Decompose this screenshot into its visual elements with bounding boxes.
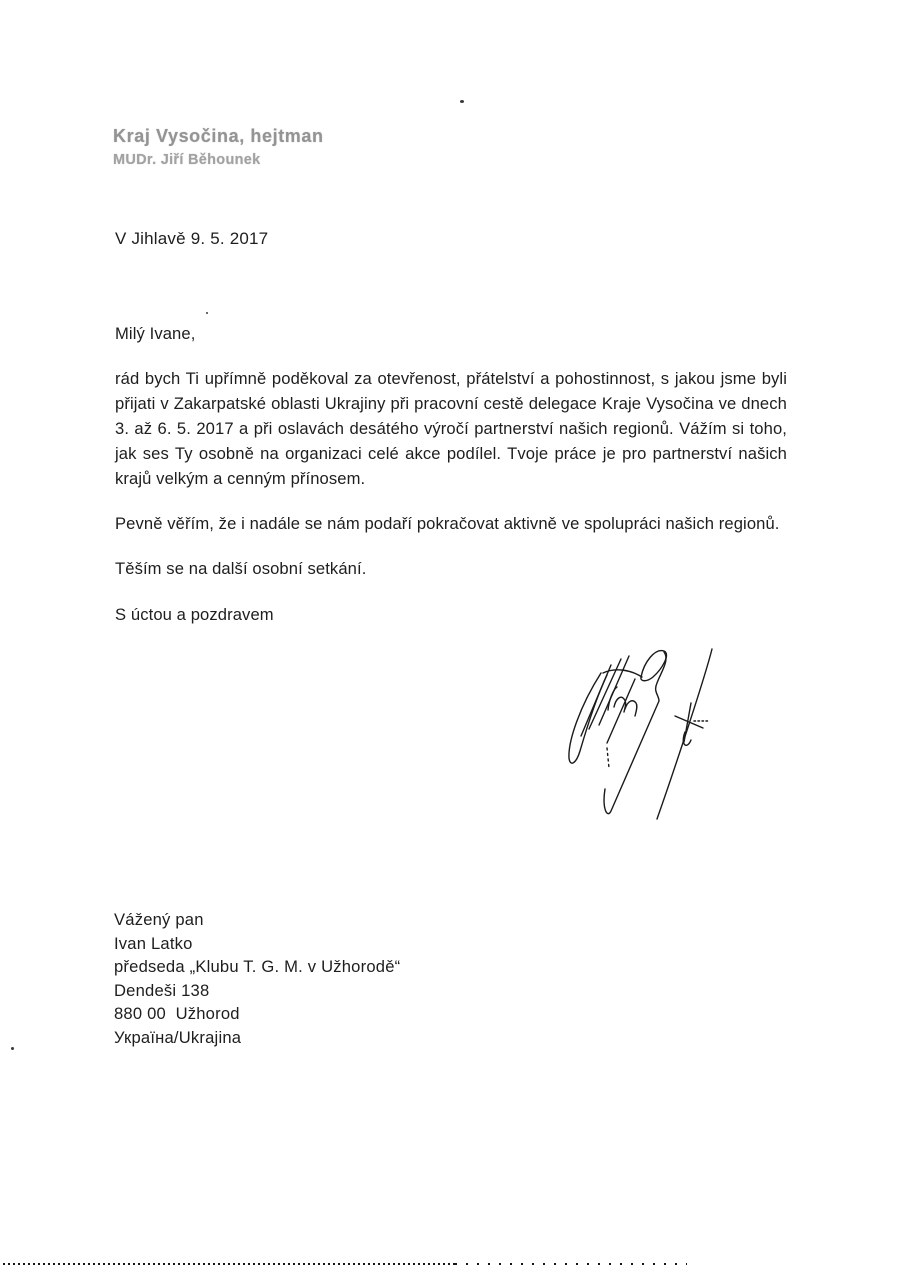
dateline: V Jihlavě 9. 5. 2017: [115, 229, 269, 248]
closing-salutation: S úctou a pozdravem: [115, 605, 274, 624]
body-paragraph-2: Pevně věřím, že i nadále se nám podaří pokračovat aktivně ve spolupráci našich regionů.: [115, 514, 780, 533]
sender-organization: Kraj Vysočina, hejtman: [113, 126, 324, 146]
letter-body: [115, 321, 787, 627]
letterhead: [113, 126, 324, 168]
recipient-line-title: Vážený pan: [114, 910, 204, 929]
recipient-line-city: 880 00 Užhorod: [114, 1004, 240, 1023]
body-paragraph-1: rád bych Ti upřímně poděkoval za otevřenost, přátelství a pohostinnost, s jakou jsme byli přijati v Zakarpatské oblasti Ukrajiny při pracovní cestě delegace Kraje Vysočina ve dnech 3. až 6. 5. 2017 a při oslavách desátého výročí partnerství našich regionů. Vážím si toho, jak ses Ty osobně na organizaci celé akce podílel. Tvoje práce je pro partnerství našich krajů velkým a cenným přínosem.: [115, 369, 787, 488]
body-paragraph-3: Těším se na další osobní setkání.: [115, 559, 367, 578]
sender-name: MUDr. Jiří Běhounek: [113, 152, 261, 168]
recipient-line-name: Ivan Latko: [114, 933, 193, 953]
recipient-address-block: [114, 908, 400, 1049]
scan-artifact-dot: [206, 312, 208, 314]
bottom-dotted-rule-dense: [3, 1263, 455, 1265]
handwritten-signature: [545, 628, 805, 828]
salutation: Milý Ivane,: [115, 324, 196, 343]
recipient-line-country: Україна/Ukrajina: [114, 1027, 242, 1047]
scan-artifact-dot: [460, 100, 464, 103]
recipient-line-street: Dendeši 138: [114, 980, 210, 1000]
bottom-dotted-rule-sparse: [455, 1263, 687, 1265]
recipient-line-role: předseda „Klubu T. G. M. v Užhorodě“: [114, 957, 401, 976]
scan-artifact-dot: [11, 1047, 14, 1050]
